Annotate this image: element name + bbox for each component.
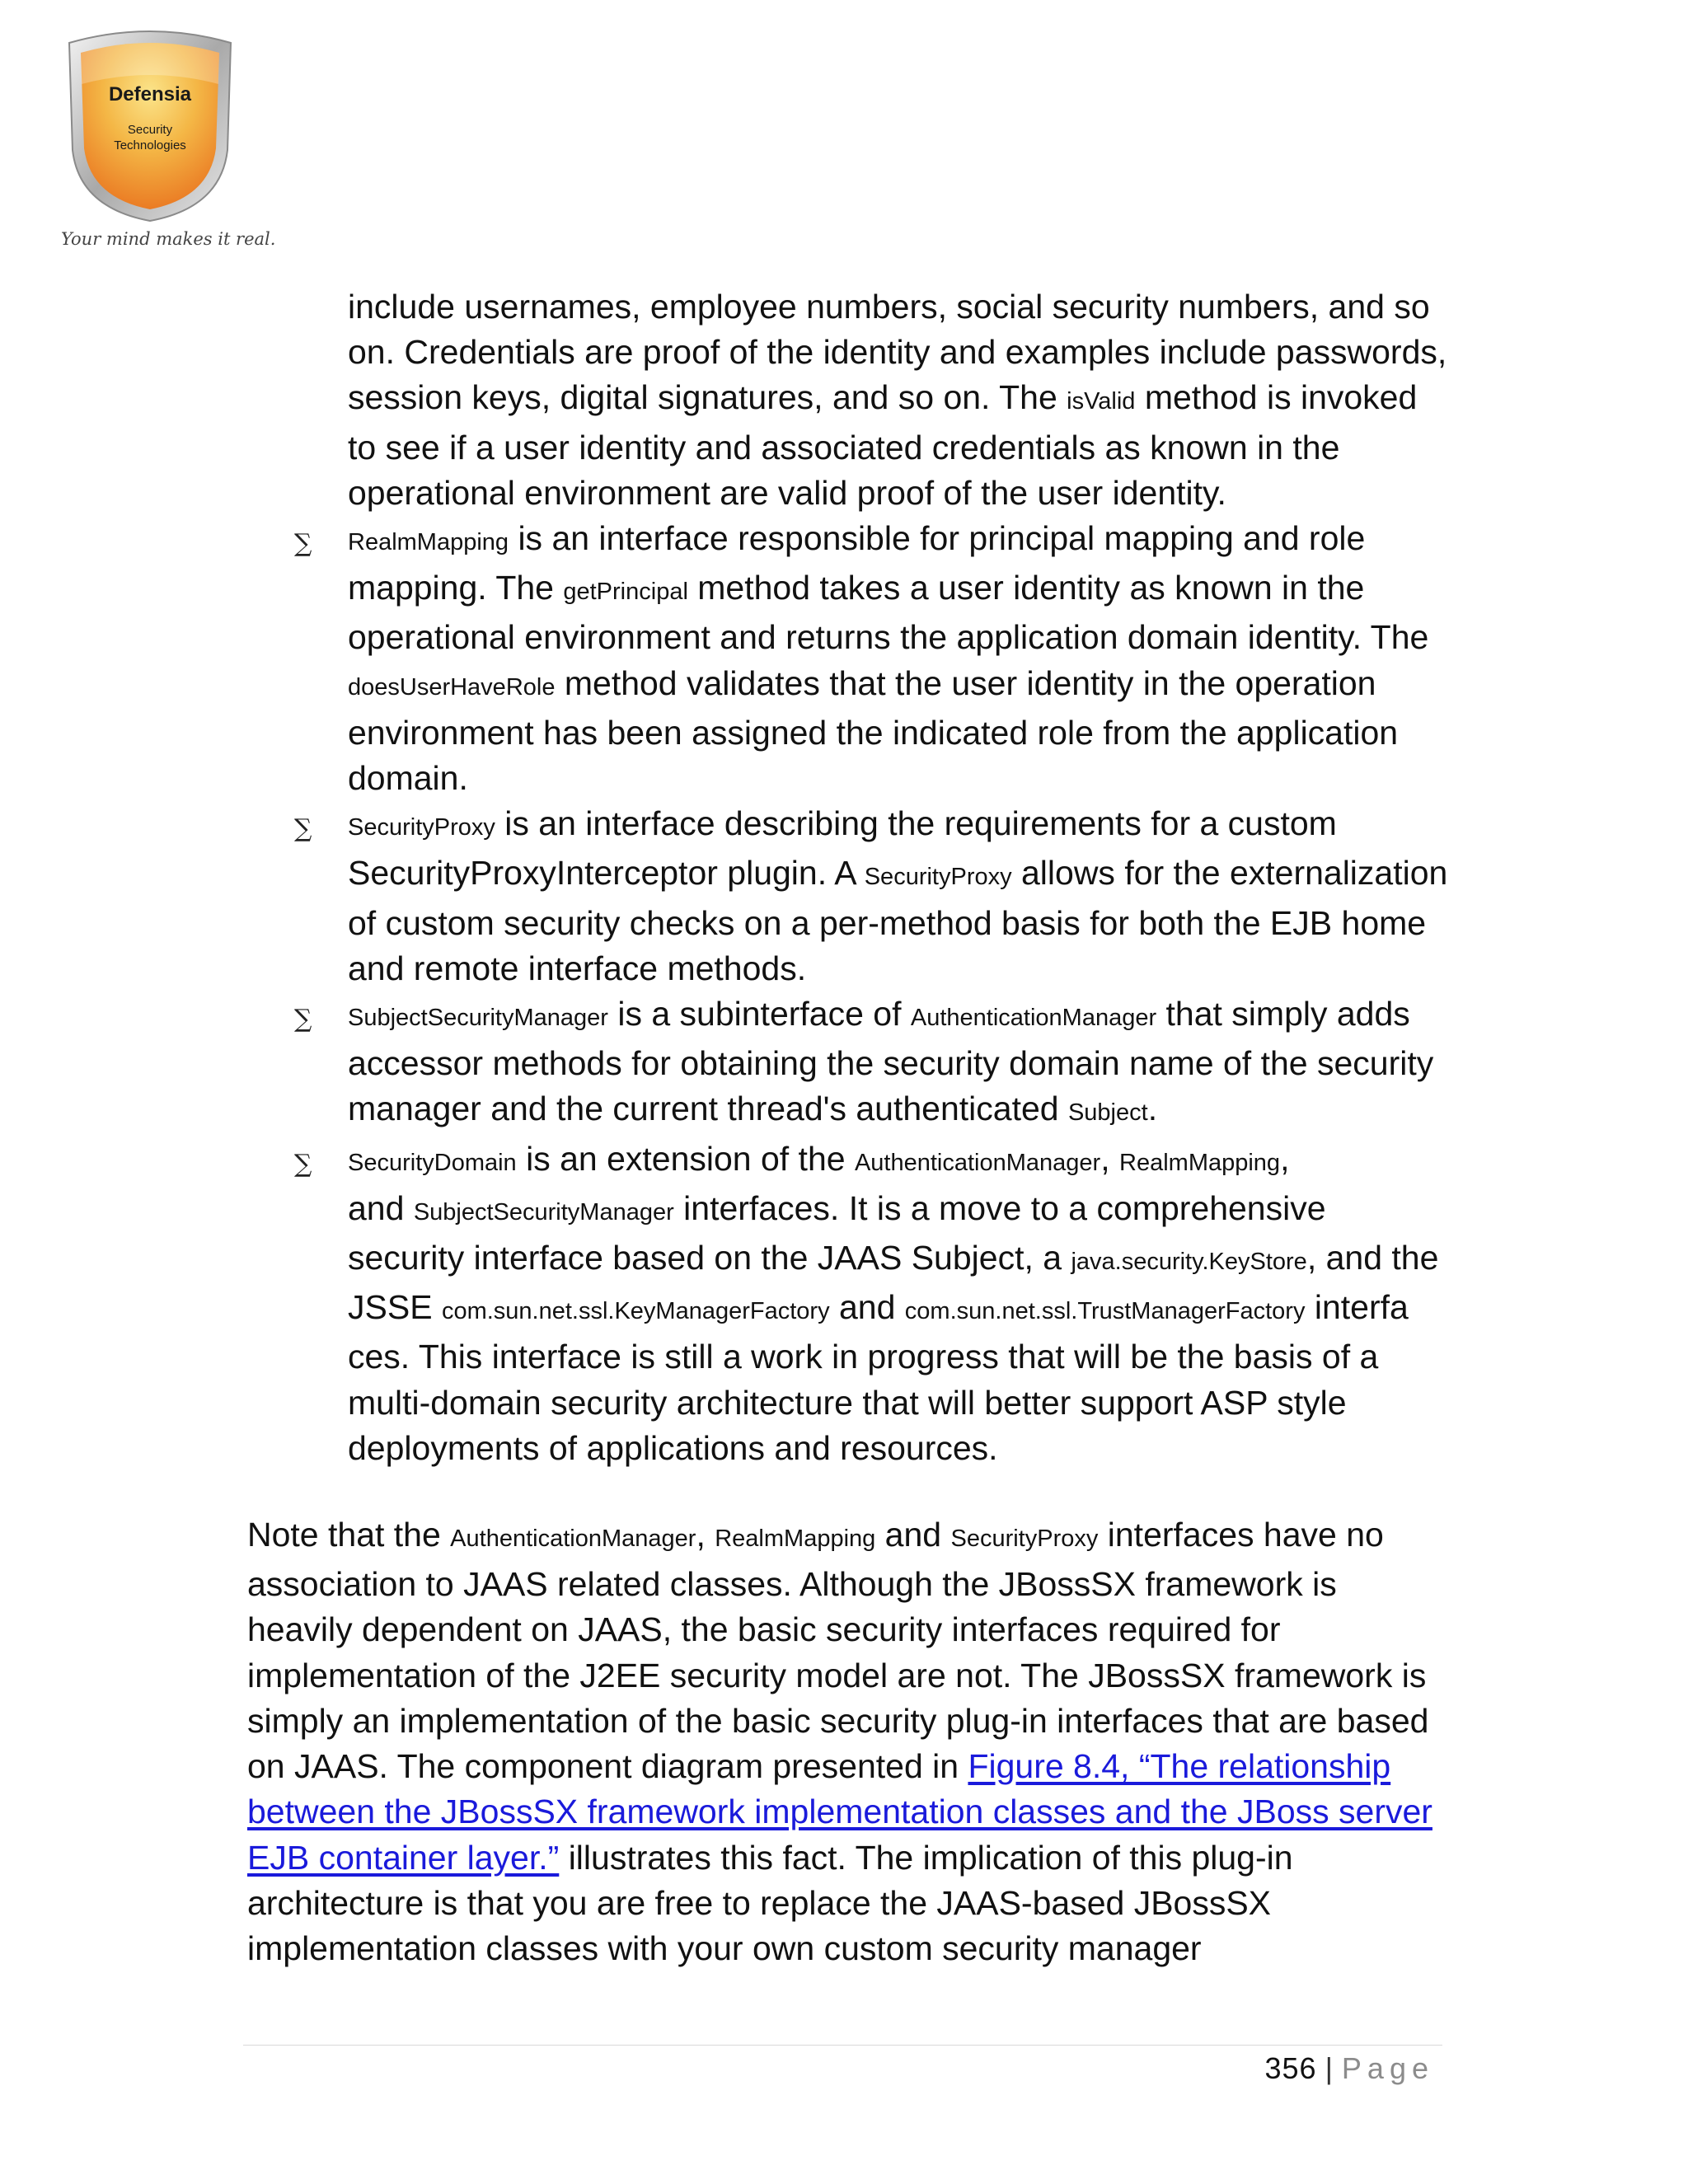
sigma-bullet-icon: ∑ (294, 1149, 312, 1179)
list-item-text: include usernames, employee numbers, social security numbers, and so on. Credentials are proof of the identity and examples include passwords, session keys, digital signatures, and so on. The isValid method is invoked to see if a user identity and associated credentials as known in the operational environment are valid proof of the user identity. (348, 288, 1447, 512)
code-term: com.sun.net.ssl.TrustManagerFactory (904, 1298, 1306, 1325)
list-item (247, 1137, 1451, 1471)
logo-sub-security: Security (127, 123, 173, 137)
sigma-bullet-icon: ∑ (294, 1005, 312, 1034)
shield-logo-icon (59, 26, 276, 257)
page-body (247, 284, 1451, 2005)
code-term: getPrincipal (563, 579, 688, 606)
list-item-text: SecurityDomain is an extension of the AuthenticationManager, RealmMapping, and SubjectSecurityManager interfaces. It is a move to a comprehensive security interface based on the JAAS Subject, a java.security.KeyStore, and the JSSE com.sun.net.ssl.KeyManagerFactory and com.sun.net.ssl.TrustManagerFactory interfa ces. This interface is still a work in progress that will be the basis of a multi-domain security architecture that will better support ASP style deployments of applications and resources. (348, 1139, 1439, 1467)
code-term: RealmMapping (1119, 1149, 1281, 1176)
code-term: Subject (1067, 1099, 1148, 1127)
page-number: 356 (1264, 2051, 1317, 2085)
bullet-list (247, 284, 1451, 1471)
logo-sub-technologies: Technologies (114, 138, 186, 152)
company-logo (59, 26, 276, 257)
footer-separator: | (1325, 2051, 1334, 2085)
logo-tagline: Your mind makes it real. (61, 229, 276, 249)
sigma-bullet-icon: ∑ (294, 814, 312, 844)
code-term: RealmMapping (348, 529, 509, 556)
code-term: java.security.KeyStore (1071, 1249, 1307, 1276)
list-item-text: SecurityProxy is an interface describing the requirements for a custom SecurityProxyInterceptor plugin. A SecurityProxy allows for the externalization of custom security checks on a per-method basis for both the EJB home and remote interface methods. (348, 804, 1448, 987)
code-term: SecurityProxy (348, 814, 495, 841)
code-term: SecurityDomain (348, 1149, 517, 1176)
figure-link[interactable]: Figure 8.4, “The relationship between the JBossSX framework implementation classes and the JBoss server EJB container layer.” (247, 1747, 1432, 1877)
footer-divider (243, 2045, 1442, 2046)
code-term: isValid (1067, 388, 1136, 415)
code-term: SecurityProxy (950, 1526, 1099, 1553)
code-term: AuthenticationManager (854, 1149, 1101, 1176)
sigma-bullet-icon: ∑ (294, 529, 312, 559)
list-item-text: RealmMapping is an interface responsible for principal mapping and role mapping. The getPrincipal method takes a user identity as known in the operational environment and returns the application domain identity. The doesUserHaveRole method validates that the user identity in the operation environment has been assigned the indicated role from the application domain. (348, 519, 1429, 798)
code-term: AuthenticationManager (450, 1526, 696, 1553)
code-term: com.sun.net.ssl.KeyManagerFactory (441, 1298, 830, 1325)
code-term: SecurityProxy (864, 864, 1012, 891)
page-label: Page (1341, 2051, 1434, 2085)
code-term: SubjectSecurityManager (348, 1005, 608, 1032)
code-term: RealmMapping (715, 1526, 876, 1553)
list-item (247, 991, 1451, 1137)
note-paragraph: Note that the AuthenticationManager, RealmMapping and SecurityProxy interfaces have no association to JAAS related classes. Although the JBossSX framework is heavily dependent on JAAS, the basic security interfaces required for implementation of the J2EE security model are not. The JBossSX framework is simply an implementation of the basic security plug-in interfaces that are based on JAAS. The component diagram presented in Figure 8.4, “The relationship between the JBossSX framework implementation classes and the JBoss server EJB container layer.” illustrates this fact. The implication of this plug-in architecture is that you are free to replace the JAAS-based JBossSX implementation classes with your own custom security manager (247, 1516, 1432, 1967)
code-term: AuthenticationManager (910, 1005, 1157, 1032)
list-item (247, 801, 1451, 991)
page-footer (1264, 2049, 1434, 2088)
list-item (247, 284, 1451, 516)
list-item-text: SubjectSecurityManager is a subinterface of AuthenticationManager that simply adds accessor methods for obtaining the security domain name of the security manager and the current thread's authenticated Subject. (348, 995, 1434, 1128)
code-term: SubjectSecurityManager (413, 1198, 674, 1226)
logo-name: Defensia (108, 83, 192, 105)
code-term: doesUserHaveRole (348, 673, 556, 701)
list-item (247, 516, 1451, 801)
